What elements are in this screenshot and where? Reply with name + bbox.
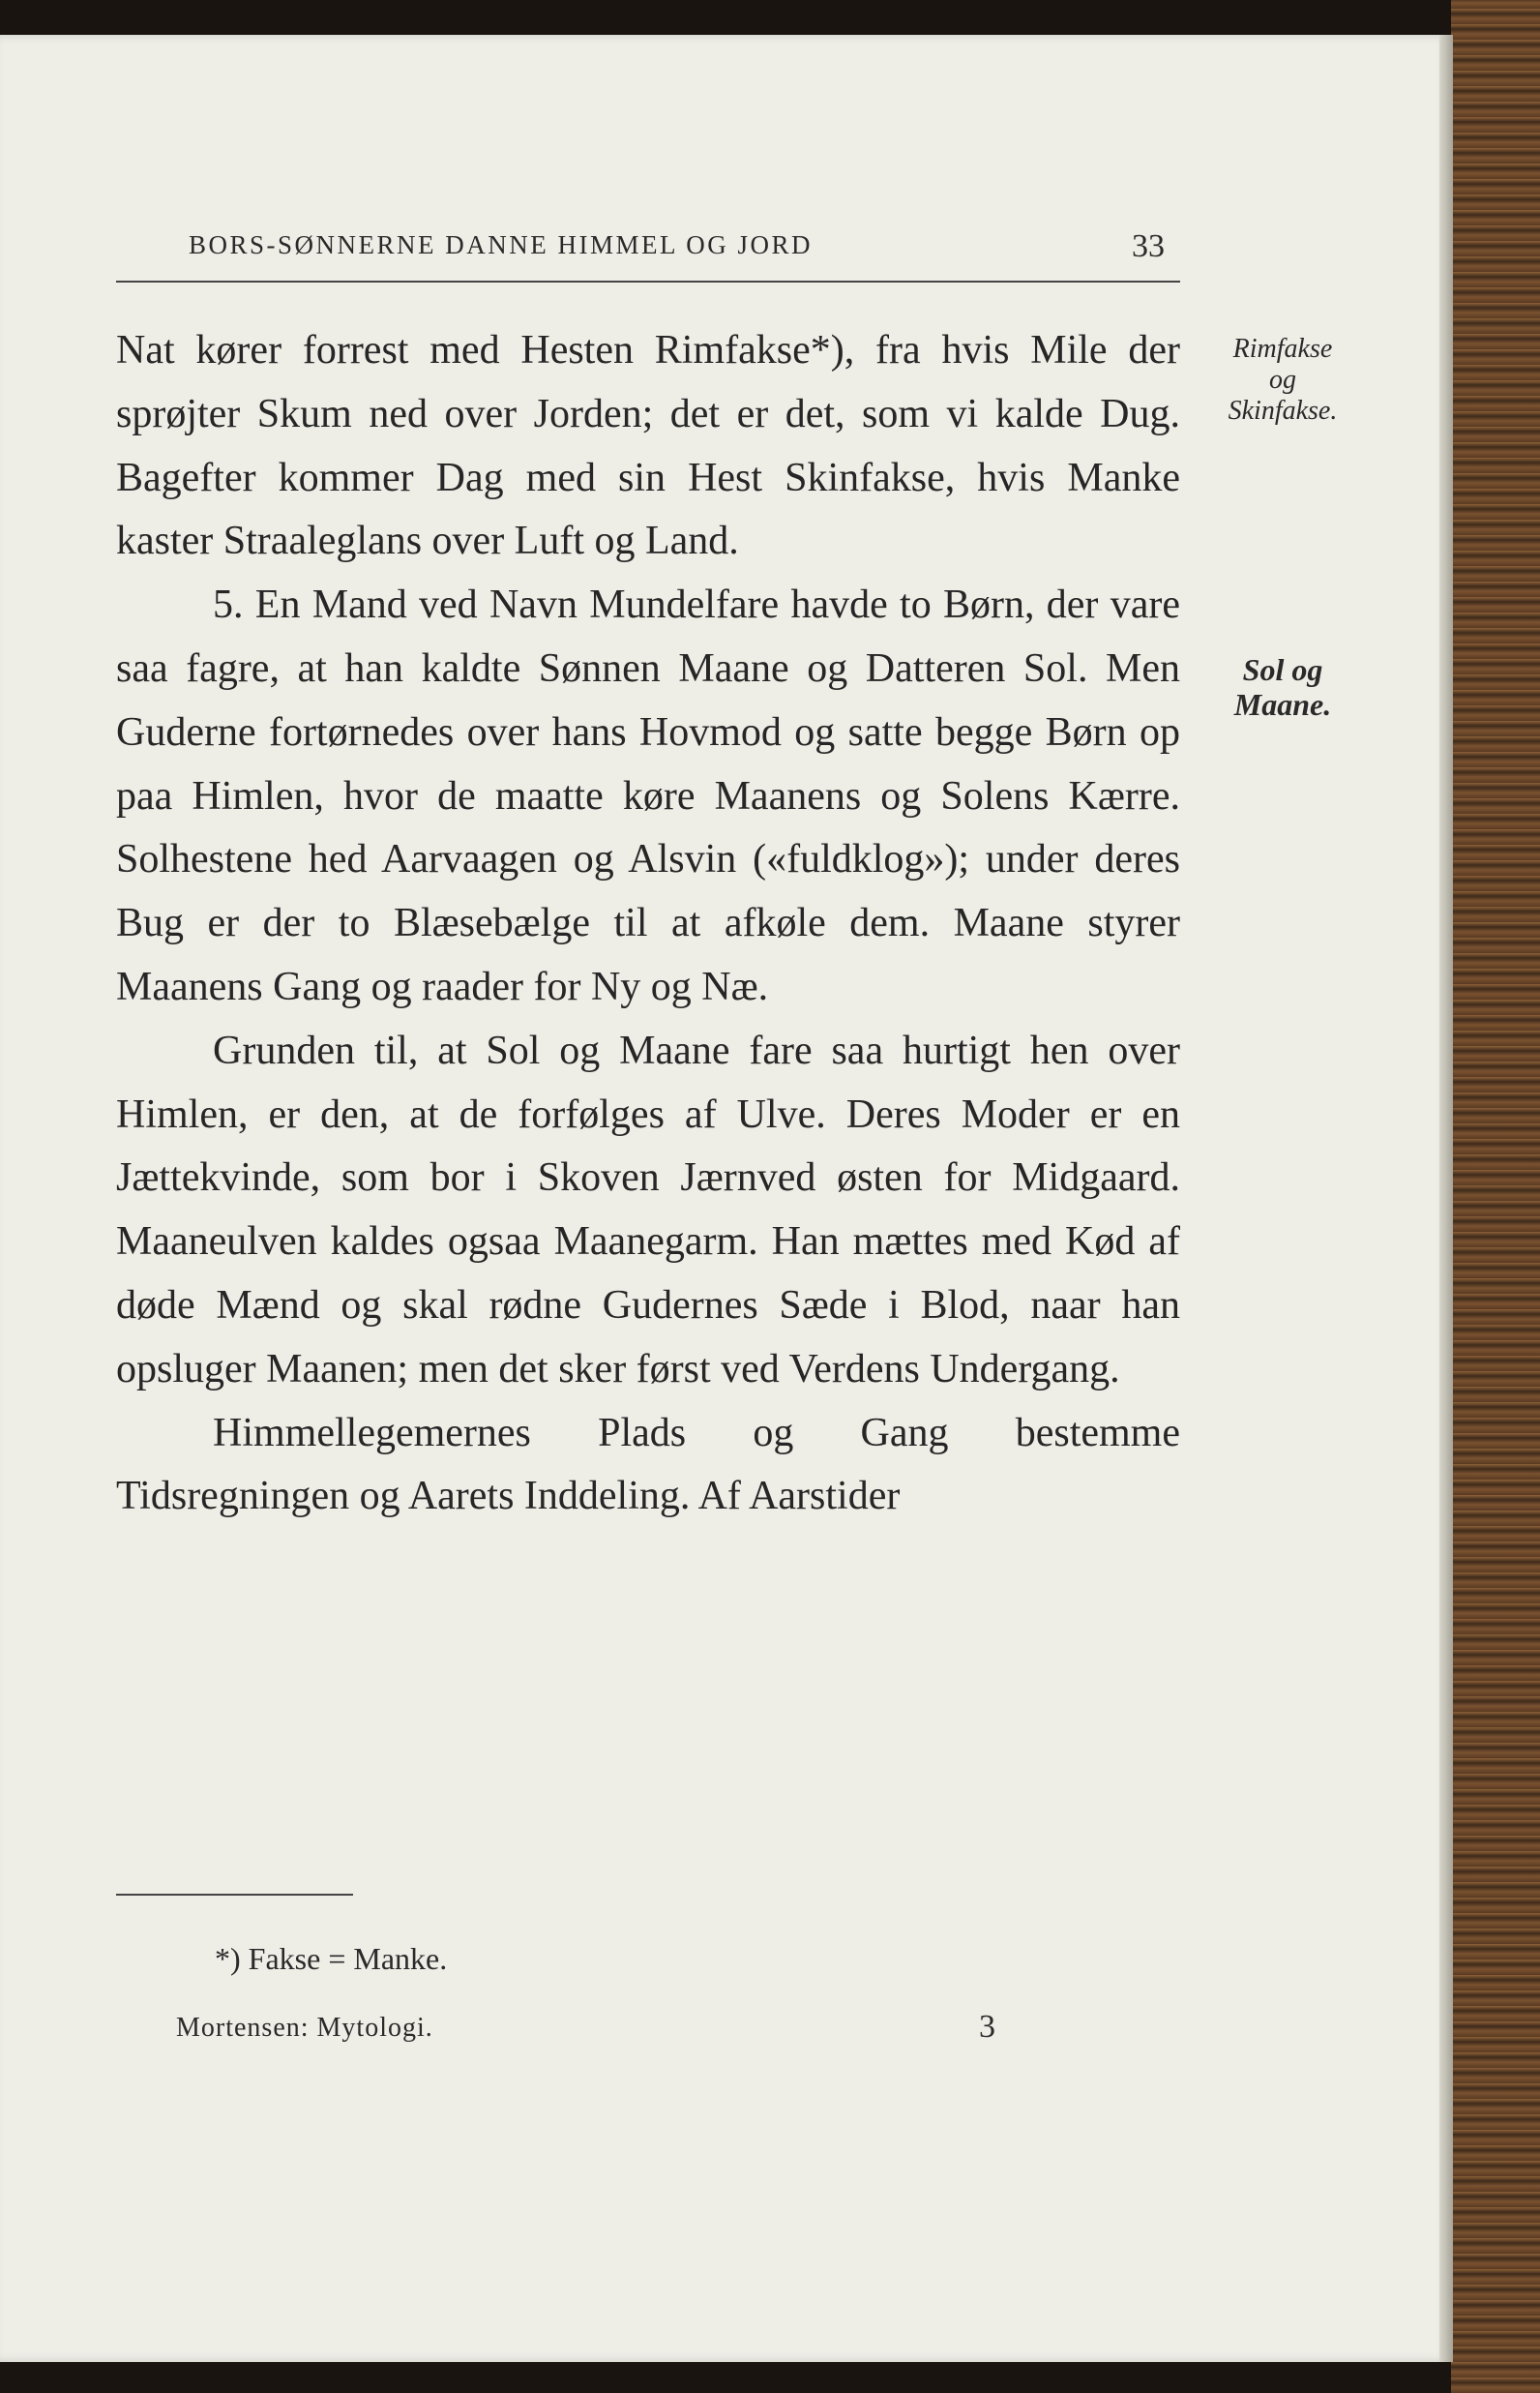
paragraph-4: Himmellegemernes Plads og Gang bestemme Tidsregningen og Aarets Inddeling. Af Aarstider: [116, 1410, 1180, 1519]
margin-note-line: Skinfakse.: [1228, 396, 1338, 426]
signature-number: 3: [979, 2009, 995, 2045]
margin-note-sol-og-maane: [1196, 652, 1370, 722]
footnote-rule: [116, 1894, 353, 1896]
footnote: *) Fakse = Manke.: [215, 1941, 448, 1976]
running-title: BORS-SØNNERNE DANNE HIMMEL OG JORD: [189, 230, 814, 259]
printer-signature: Mortensen: Mytologi.: [176, 2013, 433, 2043]
paragraph-3: Grunden til, at Sol og Maane fare saa hurtigt hen over Himlen, er den, at de forfølges af Ulve. Deres Moder er en Jættekvinde, som bor i Skoven Jærnved østen for Midgaard. Maaneulven kaldes ogsaa Maanegarm. Han mættes med Kød af døde Mænd og skal rødne Gudernes Sæde i Blod, naar han opsluger Maanen; men det sker først ved Verdens Undergang.: [116, 1028, 1180, 1391]
margin-note-line: og: [1269, 365, 1296, 395]
body-text: [116, 319, 1180, 1529]
paragraph-1: Nat kører forrest med Hesten Rimfakse*), fra hvis Mile der sprøjter Skum ned over Jorden; det er det, som vi kalde Dug. Bagefter kommer Dag med sin Hest Skinfakse, hvis Manke kaster Straaleglans over Luft og Land.: [116, 328, 1180, 564]
margin-note-line: Sol og: [1242, 652, 1323, 687]
margin-note-line: Rimfakse: [1232, 334, 1333, 364]
paragraph-2: 5. En Mand ved Navn Mundelfare havde to Børn, der vare saa fagre, at han kaldte Sønnen Maane og Datteren Sol. Men Guderne fortørnedes over hans Hovmod og satte begge Børn op paa Himlen, hvor de maatte køre Maanens og Solens Kærre. Solhestene hed Aarvaagen og Alsvin («fuldklog»); under deres Bug er der to Blæsebælge til at afkøle dem. Maane styrer Maanens Gang og raader for Ny og Næ.: [116, 583, 1180, 1009]
page-edge-shadow: [1439, 35, 1453, 2362]
book-edge: [1451, 0, 1540, 2393]
margin-note-rimfakse: [1196, 334, 1370, 427]
header-rule: [116, 281, 1180, 283]
page-number: 33: [1132, 228, 1165, 264]
margin-note-line: Maane.: [1233, 687, 1332, 722]
